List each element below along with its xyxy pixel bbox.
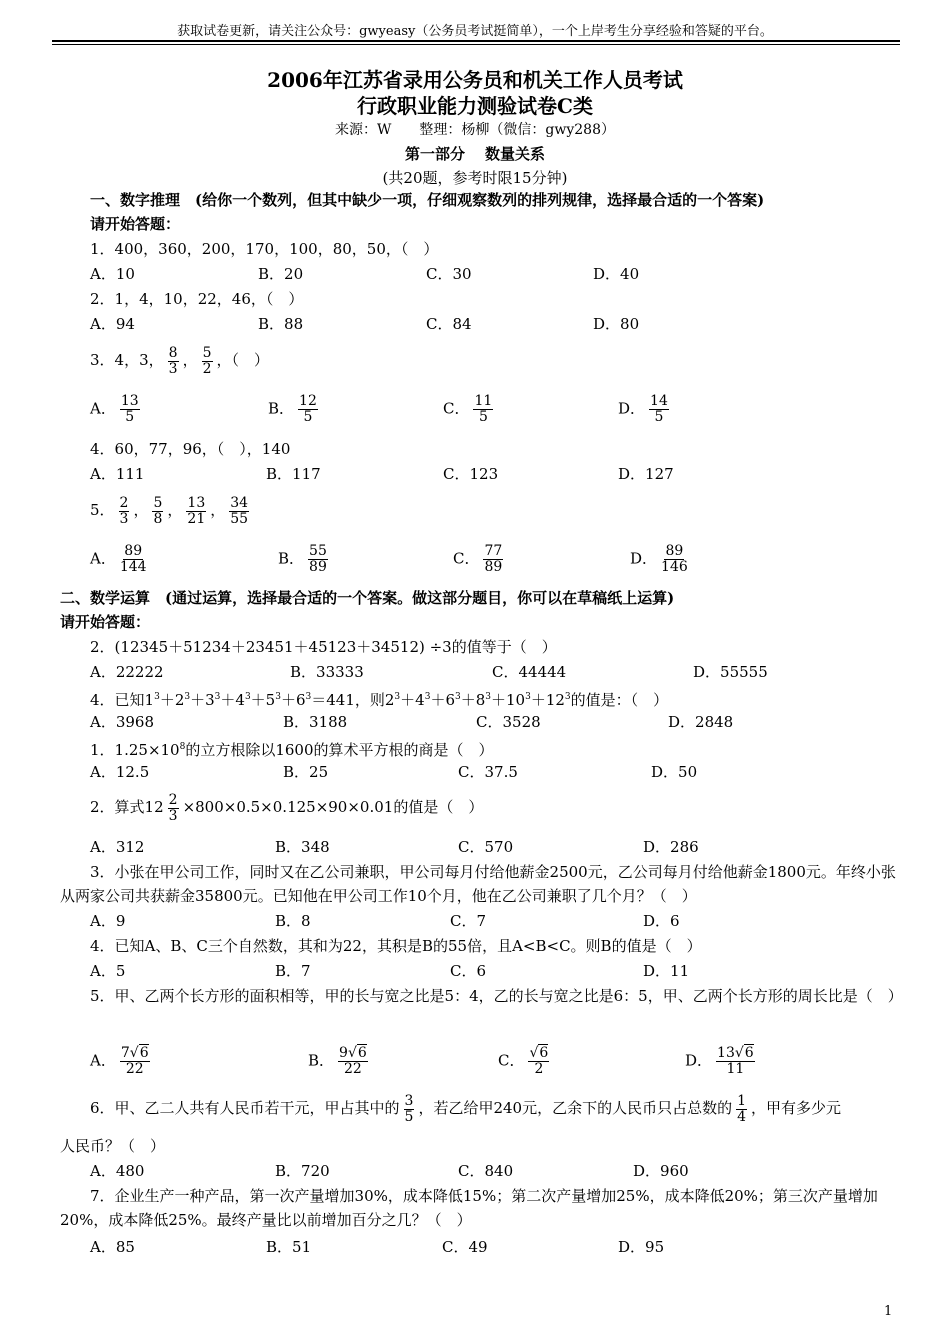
q4-option-c: C．123 bbox=[443, 465, 499, 483]
q5-frac3-num: 13 bbox=[187, 494, 206, 511]
m2-option-b: B．3188 bbox=[283, 713, 348, 731]
q1-stem: 1．400，360，200，170，100，80，50，（ ） bbox=[90, 240, 439, 258]
q5-option-d-frac bbox=[661, 544, 688, 575]
m4-option-d: D．286 bbox=[643, 838, 699, 856]
exam-title: 2006年江苏省录用公务员和机关工作人员考试 bbox=[267, 68, 683, 92]
m2-middle: ＝441，则2 bbox=[311, 691, 395, 709]
q5-option-a-label: A． bbox=[90, 549, 116, 568]
m8-stem-continued: 人民币？（ ） bbox=[60, 1137, 166, 1155]
q3-frac2 bbox=[202, 346, 213, 377]
q3-option-a-frac bbox=[120, 394, 140, 425]
m7-option-d-coef: 13 bbox=[717, 1045, 735, 1061]
m6-option-a: A．5 bbox=[90, 962, 126, 980]
m3-option-b: B．25 bbox=[283, 763, 329, 781]
m1-stem: 2．(12345＋51234＋23451＋45123＋34512) ÷3的值等于（ ） bbox=[90, 638, 557, 656]
m7-option-a-coef: 7 bbox=[120, 1045, 130, 1061]
m7-option-a bbox=[90, 1046, 154, 1077]
m8-frac2 bbox=[736, 1094, 747, 1125]
m7-option-b bbox=[308, 1046, 372, 1077]
part-topic: 数量关系 bbox=[485, 145, 546, 163]
q4-stem: 4．60，77，96，（ ），140 bbox=[90, 440, 291, 458]
q5-option-d-den: 146 bbox=[661, 559, 688, 575]
q3-option-c-den: 5 bbox=[478, 409, 488, 425]
q5-frac3 bbox=[186, 496, 206, 527]
q4-option-d: D．127 bbox=[618, 465, 674, 483]
q3-stem: 3．4，3， $\frac{8}{3}$ ， $\frac{5}{2}$ ，（ ） bbox=[90, 344, 270, 377]
q3-option-c-label: C． bbox=[443, 399, 470, 418]
q3-option-c-num: 11 bbox=[474, 393, 493, 409]
m8-frac2-num: 1 bbox=[737, 1092, 747, 1109]
q5-frac4-den: 55 bbox=[230, 510, 249, 527]
m8-option-c: C．840 bbox=[458, 1162, 514, 1180]
q3-option-d-den: 5 bbox=[654, 409, 664, 425]
q3-frac1 bbox=[168, 346, 179, 377]
part-note: (共20题，参考时限15分钟) bbox=[382, 169, 568, 187]
q2-option-b: B．88 bbox=[258, 315, 304, 333]
m9-option-c: C．49 bbox=[442, 1238, 488, 1256]
m7-option-c bbox=[498, 1046, 553, 1077]
m5-option-b: B．8 bbox=[275, 912, 311, 930]
section1-heading: 一、数字推理 (给你一个数列，但其中缺少一项，仔细观察数列的排列规律，选择最合适的一个答案) bbox=[90, 191, 765, 209]
section1-start: 请开始答题： bbox=[90, 215, 181, 233]
m6-stem: 4．已知A、B、C三个自然数，其和为22，其积是B的55倍，且A<B<C。则B的值是（ ） bbox=[90, 937, 702, 955]
q5-frac2 bbox=[152, 496, 163, 527]
exam-subtitle: 行政职业能力测验试卷C类 bbox=[357, 94, 593, 118]
m8-frac1-den: 5 bbox=[404, 1108, 414, 1125]
part-number: 第一部分 bbox=[404, 145, 465, 163]
m3-option-a: A．12.5 bbox=[90, 763, 150, 781]
q5-option-b-frac bbox=[308, 544, 328, 575]
m7-option-b-label: B． bbox=[308, 1051, 335, 1070]
m7-option-a-frac bbox=[120, 1046, 150, 1077]
m7-option-d-radicand: 6 bbox=[744, 1045, 754, 1061]
q3-option-b-frac bbox=[298, 394, 318, 425]
m6-option-d: D．11 bbox=[643, 962, 690, 980]
q5-frac1-den: 3 bbox=[119, 510, 129, 527]
q3-frac1-num: 8 bbox=[168, 344, 178, 361]
q5-frac2-den: 8 bbox=[153, 510, 163, 527]
q5-frac1-num: 2 bbox=[119, 494, 129, 511]
m8-frac1 bbox=[404, 1094, 415, 1125]
m9-option-b: B．51 bbox=[266, 1238, 312, 1256]
m4-frac-den: 3 bbox=[168, 807, 178, 824]
m8-option-b: B．720 bbox=[275, 1162, 330, 1180]
m7-option-a-label: A． bbox=[90, 1051, 116, 1070]
q5-stem: 5． $\frac{2}{3}$ ， $\frac{5}{8}$ ， $\frac{13}{21}$ ， $\frac{34}{55}$ bbox=[90, 494, 249, 527]
source-line: 来源：W 整理：杨柳（微信：gwy288） bbox=[335, 122, 615, 138]
m4-option-b: B．348 bbox=[275, 838, 330, 856]
m7-option-d-label: D． bbox=[685, 1051, 713, 1070]
m8-option-a: A．480 bbox=[90, 1162, 145, 1180]
m1-option-a: A．22222 bbox=[90, 663, 164, 681]
m4-frac-num: 2 bbox=[168, 791, 178, 808]
q5-option-c-frac bbox=[483, 544, 503, 575]
m5-option-c: C．7 bbox=[450, 912, 487, 930]
m8-frac1-num: 3 bbox=[404, 1092, 414, 1109]
page-number: 1 bbox=[884, 1304, 893, 1319]
q3-frac2-den: 2 bbox=[202, 360, 212, 377]
m7-option-b-radicand: 6 bbox=[357, 1045, 367, 1061]
m5-option-a: A．9 bbox=[90, 912, 126, 930]
q3-option-d-frac bbox=[649, 394, 669, 425]
m4-option-a: A．312 bbox=[90, 838, 145, 856]
m7-option-d-frac bbox=[716, 1046, 755, 1077]
m8-frac2-den: 4 bbox=[737, 1108, 747, 1125]
q5-option-a bbox=[90, 544, 151, 575]
q5-option-c bbox=[453, 544, 507, 575]
m3-suffix: 的立方根除以1600的算术平方根的商是（ ） bbox=[185, 741, 494, 759]
q3-option-d bbox=[618, 394, 673, 425]
q2-option-a: A．94 bbox=[90, 315, 135, 333]
q3-option-c-frac bbox=[473, 394, 493, 425]
m8-suffix: ，甲有多少元 bbox=[751, 1099, 842, 1117]
m2-suffix: 的值是：（ ） bbox=[570, 691, 669, 709]
q3-option-a-den: 5 bbox=[125, 409, 135, 425]
part-heading bbox=[0, 143, 950, 164]
m8-middle: ，若乙给甲240元，乙余下的人民币只占总数的 bbox=[418, 1099, 733, 1117]
m1-option-b: B．33333 bbox=[290, 663, 364, 681]
q1-option-a: A．10 bbox=[90, 265, 135, 283]
m1-option-c: C．44444 bbox=[492, 663, 567, 681]
m1-option-d: D．55555 bbox=[693, 663, 768, 681]
header-rule-thick bbox=[52, 40, 900, 42]
m3-option-d: D．50 bbox=[651, 763, 698, 781]
header-rule-thin bbox=[52, 44, 900, 45]
q5-option-b-num: 55 bbox=[309, 543, 327, 559]
m4-frac bbox=[168, 793, 179, 824]
q3-suffix: ，（ ） bbox=[216, 351, 270, 369]
q1-option-d: D．40 bbox=[593, 265, 640, 283]
q5-option-d-num: 89 bbox=[665, 543, 684, 559]
q1-option-b: B．20 bbox=[258, 265, 304, 283]
q5-frac2-num: 5 bbox=[153, 494, 163, 511]
m9-option-d: D．95 bbox=[618, 1238, 665, 1256]
m2-stem: 4．已知$1^3+2^3+3^3+4^3+5^3+6^3=441$，则$2^3+4^3+6^3+8^3+10^3+12^3$的值是：（ ） bbox=[90, 691, 669, 709]
m5-option-d: D．6 bbox=[643, 912, 680, 930]
q5-option-a-den: 144 bbox=[119, 559, 147, 575]
q5-frac4 bbox=[229, 496, 249, 527]
m7-option-a-radicand: 6 bbox=[139, 1045, 149, 1061]
m8-stem bbox=[90, 1092, 841, 1125]
q5-frac1 bbox=[119, 496, 130, 527]
m7-option-b-coef: 9 bbox=[339, 1045, 348, 1061]
q2-option-c: C．84 bbox=[426, 315, 472, 333]
m6-option-b: B．7 bbox=[275, 962, 311, 980]
m5-stem: 3．小张在甲公司工作，同时又在乙公司兼职，甲公司每月付给他薪金2500元，乙公司每月付给他薪金1800元。年终小张从两家公司共获薪金35800元。已知他在甲公司工作10个月，他在乙公司兼职了几个月？（ ） bbox=[60, 863, 896, 905]
m2-option-d: D．2848 bbox=[668, 713, 734, 731]
q4-option-a: A．111 bbox=[90, 465, 145, 483]
q5-option-a-num: 89 bbox=[124, 543, 143, 559]
q5-option-d bbox=[630, 544, 692, 575]
m7-option-d bbox=[685, 1046, 759, 1077]
m2-prefix: 4．已知1 bbox=[90, 691, 155, 709]
q5-option-a-frac bbox=[120, 544, 147, 575]
q3-option-a bbox=[90, 394, 144, 425]
m4-suffix: ×800×0.5×0.125×90×0.01的值是（ ） bbox=[182, 798, 484, 816]
m6-option-c: C．6 bbox=[450, 962, 487, 980]
m4-option-c: C．570 bbox=[458, 838, 514, 856]
q3-frac2-num: 5 bbox=[202, 344, 212, 361]
q5-option-b bbox=[278, 544, 332, 575]
m3-prefix: 1． bbox=[90, 741, 115, 759]
q5-option-c-den: 89 bbox=[484, 559, 503, 575]
q3-option-a-num: 13 bbox=[120, 393, 139, 409]
q5-option-c-num: 77 bbox=[484, 543, 503, 559]
m7-option-b-frac bbox=[338, 1046, 368, 1077]
q3-prefix: 3．4，3， bbox=[90, 351, 164, 369]
q3-option-b bbox=[268, 394, 322, 425]
q5-option-b-den: 89 bbox=[309, 559, 327, 575]
q3-option-d-label: D． bbox=[618, 399, 646, 418]
q3-option-d-num: 14 bbox=[650, 393, 668, 409]
m8-option-d: D．960 bbox=[633, 1162, 689, 1180]
q3-option-c bbox=[443, 394, 497, 425]
m3-expression: 1.25×10 bbox=[114, 741, 180, 759]
m7-option-b-den: 22 bbox=[344, 1061, 362, 1077]
q1-option-c: C．30 bbox=[426, 265, 472, 283]
q4-option-b: B．117 bbox=[266, 465, 321, 483]
q5-option-b-label: B． bbox=[278, 549, 305, 568]
m2-option-a: A．3968 bbox=[90, 713, 155, 731]
m7-option-d-den: 11 bbox=[726, 1061, 745, 1077]
q5-frac3-den: 21 bbox=[187, 510, 206, 527]
m7-option-a-num: 7√6 bbox=[120, 1045, 149, 1061]
q3-option-b-num: 12 bbox=[299, 393, 317, 409]
section2-heading: 二、数学运算 (通过运算，选择最合适的一个答案。做这部分题目，你可以在草稿纸上运算) bbox=[60, 589, 675, 607]
q3-frac1-den: 3 bbox=[168, 360, 178, 377]
m4-stem bbox=[90, 791, 483, 824]
q5-option-c-label: C． bbox=[453, 549, 480, 568]
m9-option-a: A．85 bbox=[90, 1238, 135, 1256]
m2-option-c: C．3528 bbox=[476, 713, 541, 731]
q3-option-b-den: 5 bbox=[303, 409, 313, 425]
m7-option-c-den: 2 bbox=[534, 1061, 544, 1077]
q5-option-d-label: D． bbox=[630, 549, 658, 568]
q2-stem: 2．1，4，10，22，46，（ ） bbox=[90, 290, 304, 308]
m7-option-d-num: 13√6 bbox=[717, 1045, 754, 1061]
m7-option-c-num: √6 bbox=[529, 1045, 549, 1061]
q5-frac4-num: 34 bbox=[230, 494, 249, 511]
m7-option-b-num: 9√6 bbox=[339, 1045, 367, 1061]
m3-exponent: 8 bbox=[179, 742, 186, 752]
m8-prefix: 6．甲、乙二人共有人民币若干元，甲占其中的 bbox=[90, 1099, 400, 1117]
q3-option-a-label: A． bbox=[90, 399, 116, 418]
m3-stem bbox=[90, 737, 494, 760]
q2-option-d: D．80 bbox=[593, 315, 640, 333]
m4-prefix: 2．算式12 bbox=[90, 798, 164, 816]
m7-option-c-frac bbox=[528, 1046, 549, 1077]
q3-option-b-label: B． bbox=[268, 399, 295, 418]
m3-option-c: C．37.5 bbox=[458, 763, 518, 781]
m7-stem: 5．甲、乙两个长方形的面积相等，甲的长与宽之比是5：4，乙的长与宽之比是6：5，甲、乙两个长方形的周长比是（ ） bbox=[90, 987, 903, 1005]
q5-prefix: 5． bbox=[90, 501, 115, 519]
section2-start: 请开始答题： bbox=[60, 613, 151, 631]
promo-note: 获取试卷更新，请关注公众号：gwyeasy（公务员考试挺简单），一个上岸考生分享经验和答疑的平台。 bbox=[177, 24, 773, 39]
m7-option-a-den: 22 bbox=[125, 1061, 144, 1077]
m7-option-c-label: C． bbox=[498, 1051, 525, 1070]
m9-stem: 7．企业生产一种产品，第一次产量增加30%，成本降低15%；第二次产量增加25%，成本降低20%；第三次产量增加20%，成本降低25%。最终产量比以前增加百分之几？（ ） bbox=[60, 1187, 878, 1229]
m7-option-c-radicand: 6 bbox=[539, 1045, 549, 1061]
